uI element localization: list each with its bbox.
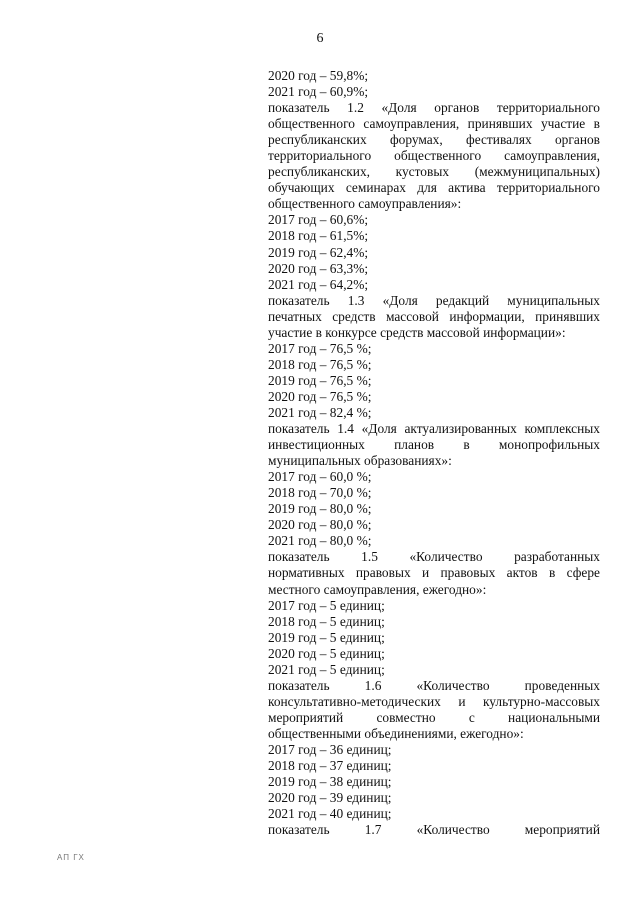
indicator-year-value: 2017 год – 76,5 %;: [268, 340, 372, 356]
indicator-description-line: показатель 1.3 «Доля редакций муниципальных: [268, 292, 600, 308]
indicator-description-line: муниципальных образованиях»:: [268, 453, 452, 469]
footer-code: АП ГХ: [57, 853, 85, 862]
indicator-year-value: 2021 год – 40 единиц;: [268, 806, 392, 822]
indicator-description-line: показатель 1.2 «Доля органов территориального: [268, 100, 600, 116]
indicator-year-value: 2019 год – 62,4%;: [268, 244, 369, 260]
indicator-year-value: 2020 год – 63,3%;: [268, 260, 369, 276]
indicator-description-line: местного самоуправления, ежегодно»:: [268, 581, 487, 597]
indicator-year-value: 2017 год – 60,6%;: [268, 212, 369, 228]
indicator-year-value: 2021 год – 80,0 %;: [268, 533, 372, 549]
indicator-year-value: 2017 год – 60,0 %;: [268, 469, 372, 485]
indicator-description-line: показатель 1.5 «Количество разработанных: [268, 549, 600, 565]
indicator-description-line: республиканских форумах, фестивалях органов: [268, 132, 600, 148]
indicator-description-line: инвестиционных планов в монопрофильных: [268, 437, 600, 453]
indicator-description-line: участие в конкурсе средств массовой информации»:: [268, 324, 566, 340]
indicator-year-value: 2021 год – 82,4 %;: [268, 404, 372, 420]
indicator-description-line: показатель 1.6 «Количество проведенных: [268, 677, 600, 693]
indicator-year-value: 2020 год – 39 единиц;: [268, 790, 392, 806]
indicator-description-line: общественного самоуправления, принявших участие в: [268, 116, 600, 132]
indicator-year-value: 2017 год – 5 единиц;: [268, 597, 385, 613]
indicator-description-line: консультативно-методических и культурно-массовых: [268, 693, 600, 709]
indicator-year-value: 2018 год – 37 единиц;: [268, 758, 392, 774]
indicator-description-line: печатных средств массовой информации, принявших: [268, 308, 600, 324]
indicator-year-value: 2019 год – 76,5 %;: [268, 372, 372, 388]
indicator-description-line: территориального общественного самоуправления,: [268, 148, 600, 164]
indicator-year-value: 2018 год – 76,5 %;: [268, 356, 372, 372]
indicator-year-value: 2019 год – 38 единиц;: [268, 774, 392, 790]
indicator-description-line: нормативных правовых и правовых актов в сфере: [268, 565, 600, 581]
indicator-year-value: 2020 год – 59,8%;: [268, 68, 369, 83]
indicator-description-line: показатель 1.7 «Количество мероприятий: [268, 822, 600, 838]
indicator-year-value: 2019 год – 80,0 %;: [268, 501, 372, 517]
indicator-year-value: 2021 год – 5 единиц;: [268, 661, 385, 677]
indicator-description-line: общественными объединениями, ежегодно»:: [268, 725, 524, 741]
document-body: [268, 68, 600, 838]
indicator-description-line: показатель 1.4 «Доля актуализированных комплексных: [268, 421, 600, 437]
indicator-year-value: 2018 год – 5 единиц;: [268, 613, 385, 629]
indicator-year-value: 2018 год – 70,0 %;: [268, 485, 372, 501]
indicator-year-value: 2020 год – 5 единиц;: [268, 645, 385, 661]
indicator-year-value: 2021 год – 64,2%;: [268, 276, 369, 292]
indicator-year-value: 2020 год – 76,5 %;: [268, 388, 372, 404]
indicator-year-value: 2017 год – 36 единиц;: [268, 741, 392, 757]
indicator-year-value: 2019 год – 5 единиц;: [268, 629, 385, 645]
indicator-description-line: республиканских, кустовых (межмуниципальных): [268, 164, 600, 180]
indicator-description-line: общественного самоуправления»:: [268, 196, 462, 212]
indicator-year-value: 2021 год – 60,9%;: [268, 84, 369, 100]
page-number: 6: [316, 31, 324, 46]
indicator-description-line: мероприятий совместно с национальными: [268, 709, 600, 725]
indicator-year-value: 2018 год – 61,5%;: [268, 228, 369, 244]
indicator-description-line: обучающих семинарах для актива территориального: [268, 180, 600, 196]
indicator-year-value: 2020 год – 80,0 %;: [268, 517, 372, 533]
